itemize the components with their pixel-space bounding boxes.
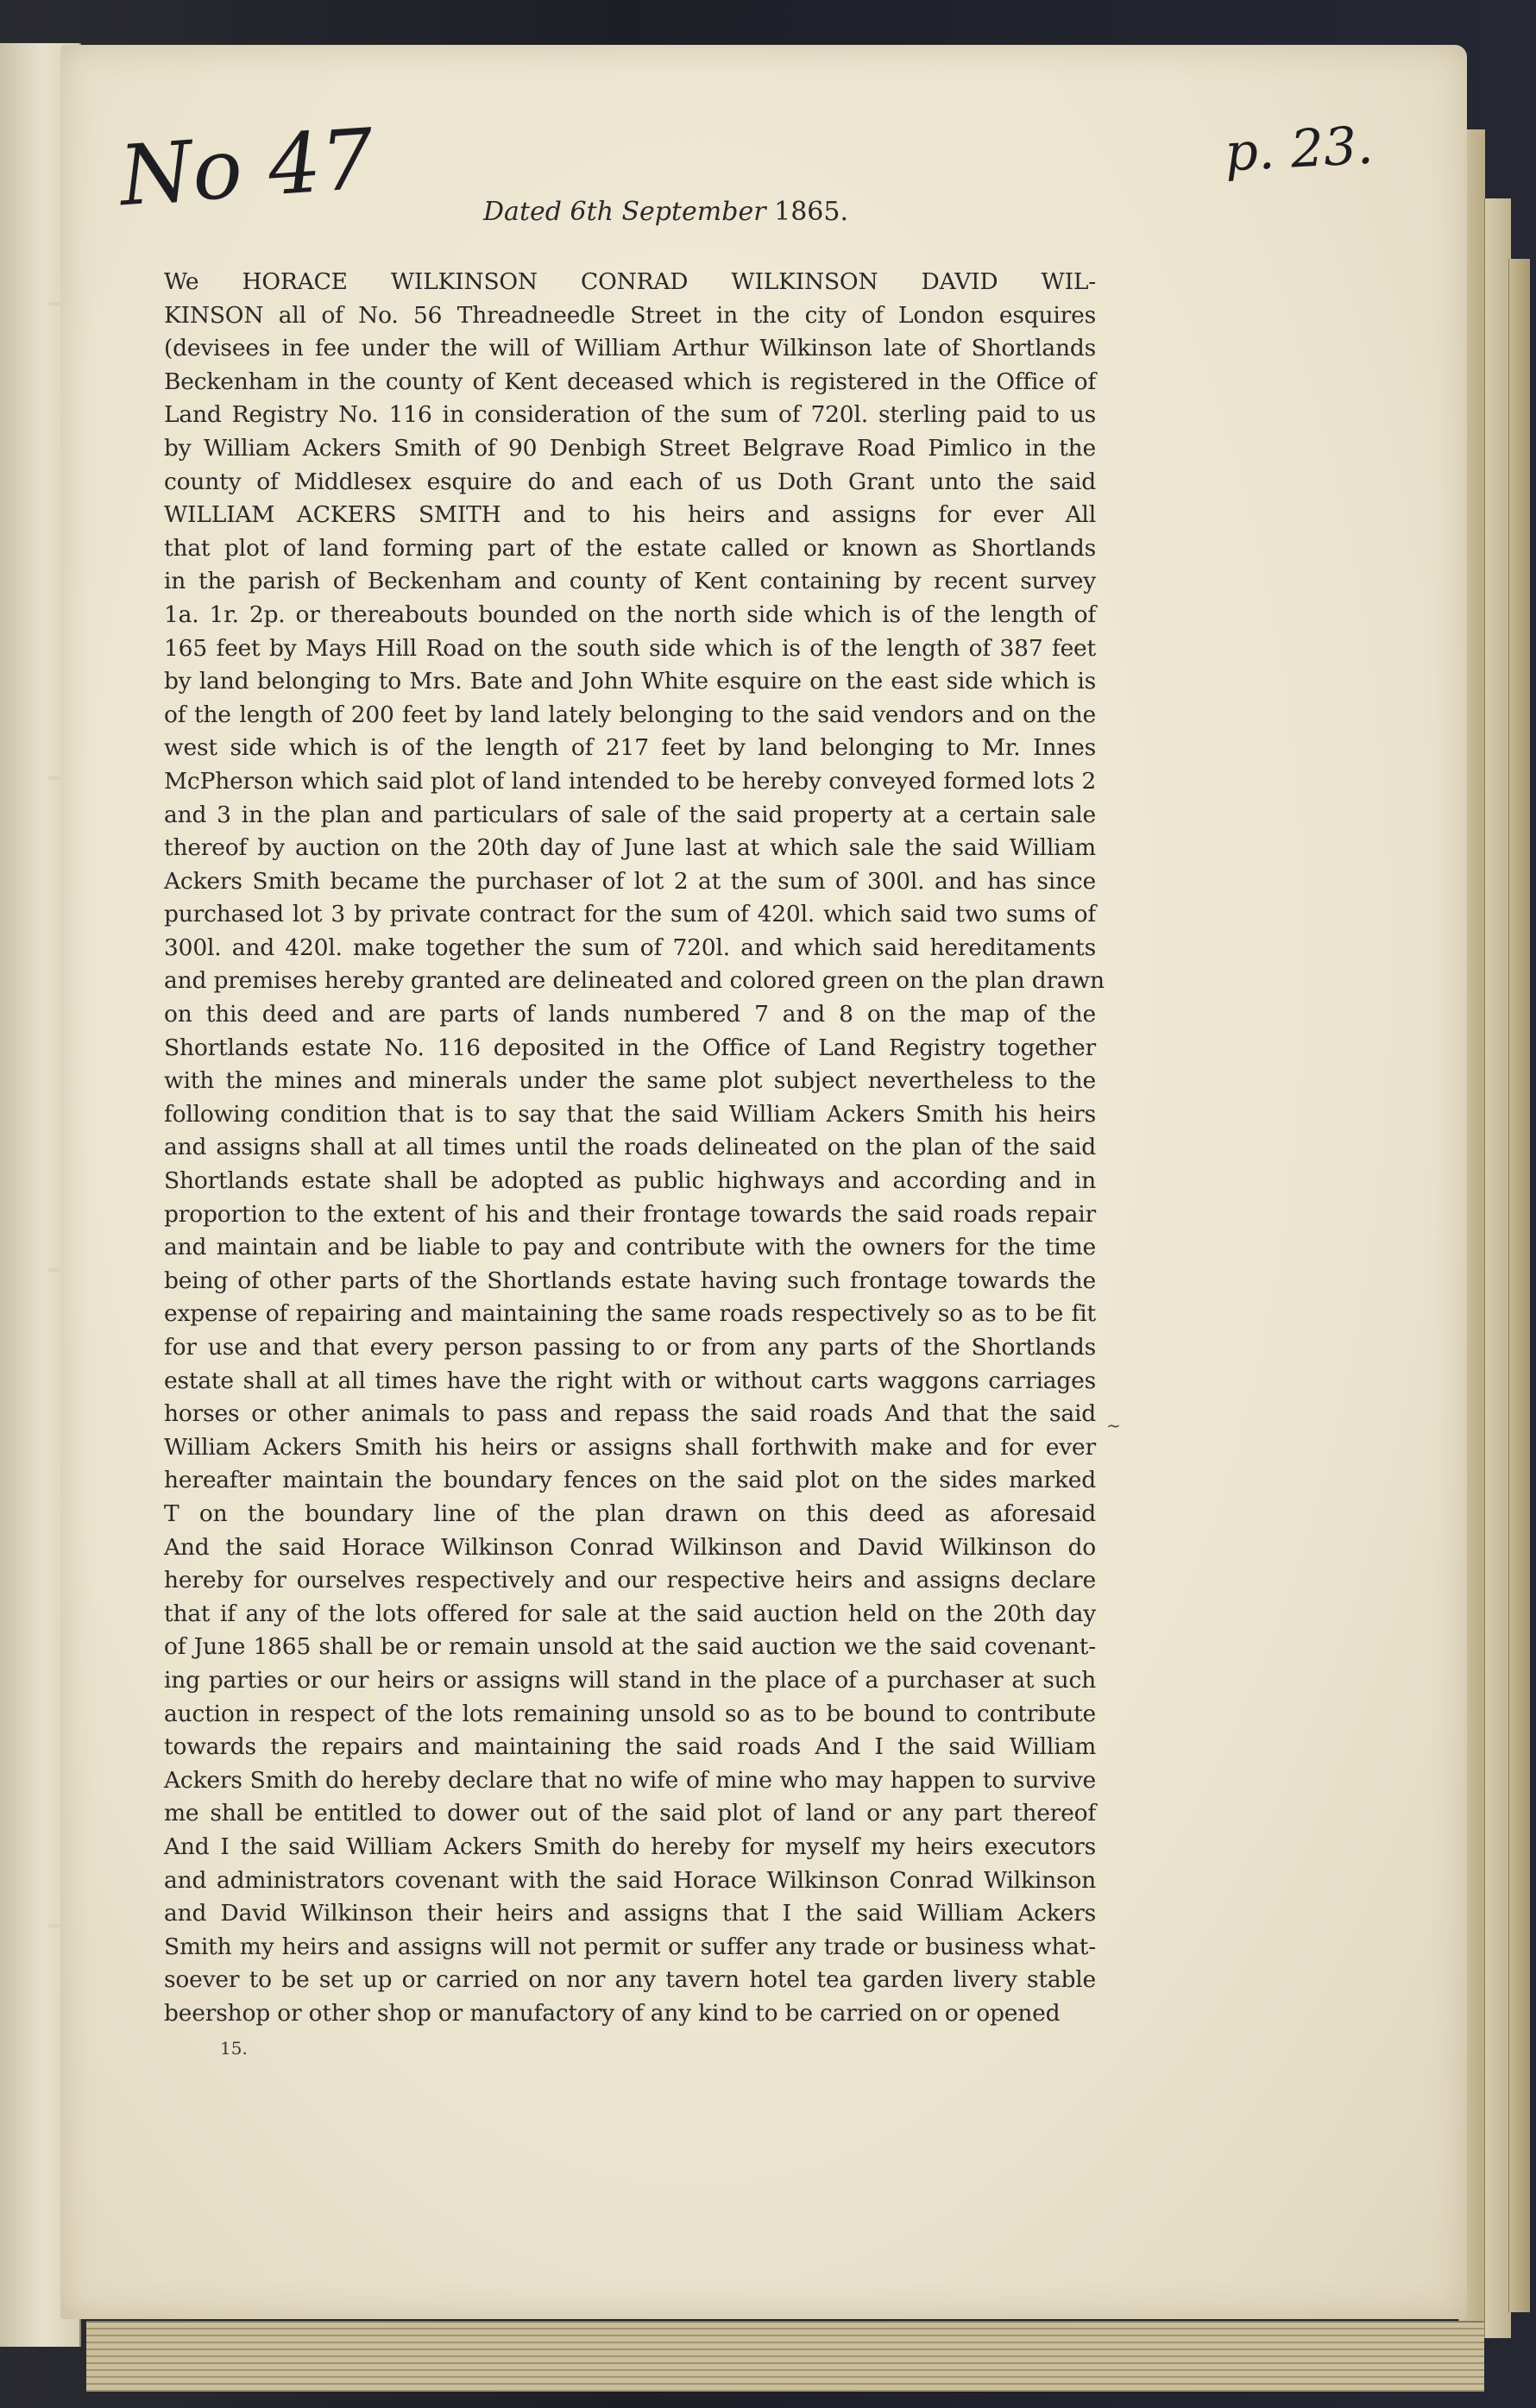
text-line: purchased lot 3 by private contract for the sum of 420l. which said two sums of	[164, 901, 1096, 928]
text-line: and premises hereby granted are delineated and colored green on the plan drawn	[164, 967, 1105, 995]
text-line: hereafter maintain the boundary fences on the said plot on the sides marked	[164, 1467, 1096, 1494]
dated-heading	[483, 197, 915, 248]
text-line: (devisees in fee under the will of William Arthur Wilkinson late of Shortlands	[164, 335, 1096, 362]
text-line: And I the said William Ackers Smith do hereby for myself my heirs executors	[164, 1833, 1096, 1860]
text-line: 300l. and 420l. make together the sum of 720l. and which said hereditaments	[164, 934, 1096, 961]
text-line: WILLIAM ACKERS SMITH and to his heirs and assigns for ever All	[164, 501, 1096, 529]
text-line: Ackers Smith became the purchaser of lot 2 at the sum of 300l. and has since	[164, 867, 1096, 895]
text-line: and 3 in the plan and particulars of sale of the said property at a certain sale	[164, 801, 1096, 828]
deed-text	[164, 266, 1105, 2030]
text-line: We HORACE WILKINSON CONRAD WILKINSON DAVID WIL-	[164, 268, 1096, 295]
text-line: towards the repairs and maintaining the said roads And I the said William	[164, 1733, 1096, 1761]
text-line: thereof by auction on the 20th day of June last at which sale the said William	[164, 834, 1096, 862]
text-line: west side which is of the length of 217 feet by land belonging to Mr. Innes	[164, 734, 1096, 762]
text-line: expense of repairing and maintaining the same roads respectively so as to be fit	[164, 1300, 1096, 1328]
text-line: for use and that every person passing to or from any parts of the Shortlands	[164, 1334, 1096, 1361]
text-line: following condition that is to say that the said William Ackers Smith his heirs	[164, 1100, 1096, 1128]
text-line: that if any of the lots offered for sale at the said auction held on the 20th day	[164, 1600, 1096, 1627]
text-line: hereby for ourselves respectively and our respective heirs and assigns declare	[164, 1567, 1096, 1594]
page-bottom-edges	[86, 2321, 1484, 2392]
folio-number: 15.	[220, 2038, 248, 2059]
text-line: Smith my heirs and assigns will not permit or suffer any trade or business what-	[164, 1933, 1096, 1960]
text-line: horses or other animals to pass and repass the said roads And that the said	[164, 1400, 1096, 1428]
text-line: Beckenham in the county of Kent deceased which is registered in the Office of	[164, 368, 1096, 395]
text-line: with the mines and minerals under the same plot subject nevertheless to the	[164, 1067, 1096, 1095]
handwritten-document-number: No 47	[116, 110, 377, 225]
margin-tick-mark: ~	[1106, 1415, 1121, 1436]
text-line: And the said Horace Wilkinson Conrad Wilkinson and David Wilkinson do	[164, 1533, 1096, 1561]
text-line: and assigns shall at all times until the roads delineated on the plan of the said	[164, 1134, 1096, 1161]
handwritten-page-reference: p. 23.	[1223, 115, 1375, 184]
text-line: McPherson which said plot of land intended to be hereby conveyed formed lots 2	[164, 767, 1096, 795]
text-line: 1a. 1r. 2p. or thereabouts bounded on the north side which is of the length of	[164, 600, 1096, 628]
text-line: William Ackers Smith his heirs or assigns shall forthwith make and for ever	[164, 1433, 1096, 1461]
text-line: 165 feet by Mays Hill Road on the south side which is of the length of 387 feet	[164, 634, 1096, 662]
text-line: by land belonging to Mrs. Bate and John White esquire on the east side which is	[164, 668, 1096, 695]
text-line: county of Middlesex esquire do and each of us Doth Grant unto the said	[164, 468, 1096, 495]
text-line: Shortlands estate No. 116 deposited in the Office of Land Registry together	[164, 1034, 1096, 1061]
text-line: Shortlands estate shall be adopted as public highways and according and in	[164, 1167, 1096, 1195]
text-line: and maintain and be liable to pay and contribute with the owners for the time	[164, 1234, 1096, 1261]
text-line: and administrators covenant with the said Horace Wilkinson Conrad Wilkinson	[164, 1866, 1096, 1894]
text-line: proportion to the extent of his and their frontage towards the said roads repair	[164, 1200, 1096, 1228]
dated-label: Dated 6th September	[483, 197, 766, 227]
text-line: by William Ackers Smith of 90 Denbigh Street Belgrave Road Pimlico in the	[164, 434, 1096, 462]
text-line: estate shall at all times have the right with or without carts waggons carriages	[164, 1367, 1096, 1394]
text-line: soever to be set up or carried on nor any tavern hotel tea garden livery stable	[164, 1966, 1096, 1994]
text-line: Land Registry No. 116 in consideration of the sum of 720l. sterling paid to us	[164, 401, 1096, 429]
text-line: auction in respect of the lots remaining unsold so as to be bound to contribute	[164, 1700, 1096, 1727]
text-line: that plot of land forming part of the estate called or known as Shortlands	[164, 534, 1096, 562]
text-line: ing parties or our heirs or assigns will stand in the place of a purchaser at such	[164, 1666, 1096, 1694]
text-line: KINSON all of No. 56 Threadneedle Street in the city of London esquires	[164, 301, 1096, 329]
text-line: being of other parts of the Shortlands estate having such frontage towards the	[164, 1267, 1096, 1294]
text-line: T on the boundary line of the plan drawn on this deed as aforesaid	[164, 1499, 1096, 1527]
text-line: Ackers Smith do hereby declare that no wife of mine who may happen to survive	[164, 1766, 1096, 1794]
text-line: and David Wilkinson their heirs and assigns that I the said William Ackers	[164, 1900, 1096, 1927]
text-line: me shall be entitled to dower out of the said plot of land or any part thereof	[164, 1800, 1096, 1827]
text-line: on this deed and are parts of lands numbered 7 and 8 on the map of the	[164, 1001, 1096, 1028]
text-line: beershop or other shop or manufactory of any kind to be carried on or opened	[164, 1999, 1061, 2027]
dated-year: 1865.	[774, 197, 848, 227]
text-line: of the length of 200 feet by land lately belonging to the said vendors and on the	[164, 701, 1096, 728]
page-stack-edge	[1484, 198, 1511, 2338]
page-stack-edge	[1508, 259, 1530, 2312]
text-line: in the parish of Beckenham and county of Kent containing by recent survey	[164, 568, 1096, 595]
text-line: of June 1865 shall be or remain unsold at the said auction we the said covenant-	[164, 1633, 1096, 1661]
